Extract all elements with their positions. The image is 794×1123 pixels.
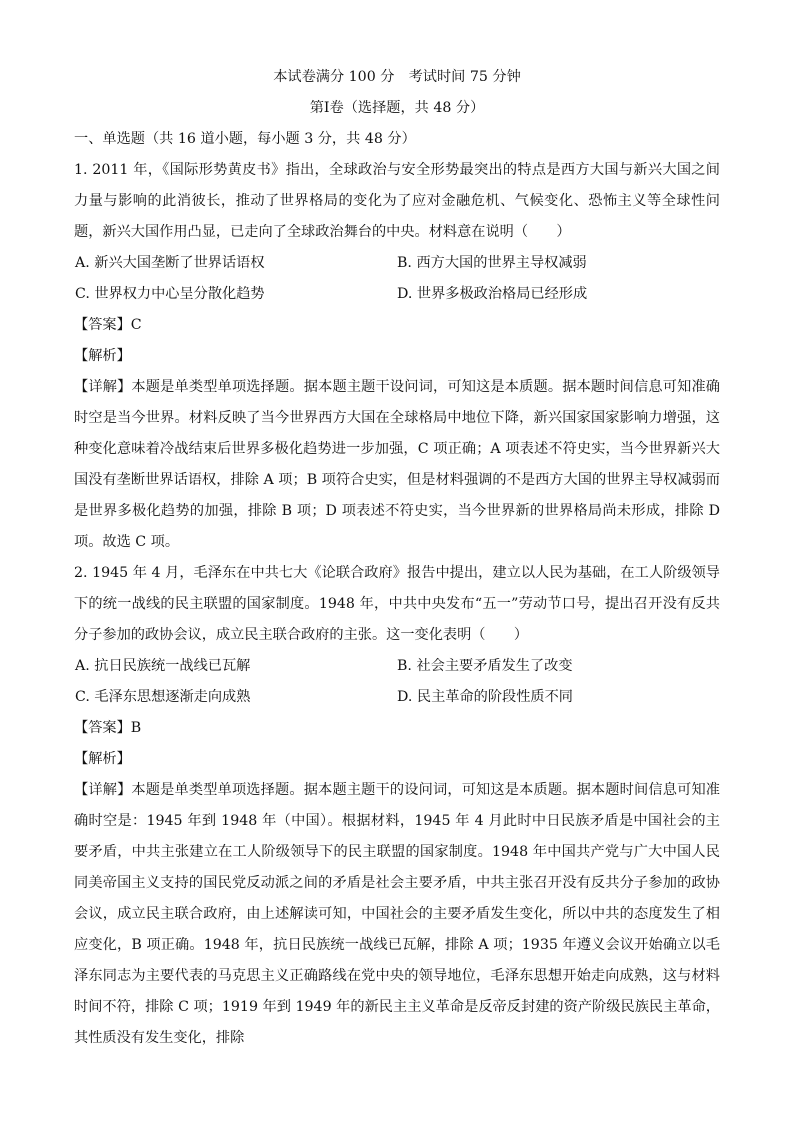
question-1-options-row-1 [74, 248, 720, 279]
question-2-detail: 【详解】本题是单类型单项选择题。据本题主题干的设问词，可知这是本质题。据本题时间信息可知准确时空是：1945 年到 1948 年（中国）。根据材料，1945 年 4 月此时中日民族矛盾是中国社会的主要矛盾，中共主张建立在工人阶级领导下的民主联盟的国家制度。1948 年中国共产党与广大中国人民同美帝国主义支持的国民党反动派之间的矛盾是社会主要矛盾，中共主张召开没有反共分子参加的政协会议，成立民主联合政府，由上述解读可知，中国社会的主要矛盾发生变化，所以中共的态度发生了相应变化，B 项正确。1948 年，抗日民族统一战线已瓦解，排除 A 项；1935 年遵义会议开始确立以毛泽东同志为主要代表的马克思主义正确路线在党中央的领导地位，毛泽东思想开始走向成熟，这与材料时间不符，排除 C 项；1919 年到 1949 年的新民主主义革命是反帝反封建的资产阶级民族民主革命，其性质没有发生变化，排除 [74, 782, 720, 1046]
question-2-option-c: C. 毛泽东思想逐渐走向成熟 [75, 689, 251, 705]
question-1-options-row-2 [74, 279, 720, 310]
question-1-option-d: D. 世界多极政治格局已经形成 [397, 286, 588, 302]
question-1-detail: 【详解】本题是单类型单项选择题。据本题主题干设问词，可知这是本质题。据本题时间信息可知准确时空是当今世界。材料反映了当今世界西方大国在全球格局中地位下降，新兴国家国家影响力增强，这种变化意味着冷战结束后世界多极化趋势进一步加强，C 项正确；A 项表述不符史实，当今世界新兴大国没有垄断世界话语权，排除 A 项；B 项符合史实，但是材料强调的不是西方大国的世界主导权减弱而是世界多极化趋势的加强，排除 B 项；D 项表述不符史实，当今世界新的世界格局尚未形成，排除 D 项。故选 C 项。 [74, 379, 720, 550]
question-2-options-row-1 [74, 651, 720, 682]
exam-info-line: 本试卷满分 100 分 考试时间 75 分钟 [273, 69, 521, 85]
question-2-analysis-label: 【解析】 [74, 751, 131, 767]
question-2-answer: 【答案】B [74, 720, 142, 736]
question-1-option-a: A. 新兴大国垄断了世界话语权 [75, 255, 265, 271]
question-2-option-b: B. 社会主要矛盾发生了改变 [397, 658, 573, 674]
question-2-stem: 2. 1945 年 4 月，毛泽东在中共七大《论联合政府》报告中提出，建立以人民为基础，在工人阶级领导下的统一战线的民主联盟的国家制度。1948 年，中共中央发布“五一”劳动节口号，提出召开没有反共分子参加的政协会议，成立民主联合政府的主张。这一变化表明（ ） [74, 565, 720, 643]
question-2-options-row-2 [74, 682, 720, 713]
question-1-option-c: C. 世界权力中心呈分散化趋势 [75, 286, 265, 302]
question-2-option-d: D. 民主革命的阶段性质不同 [397, 689, 573, 705]
volume-title: 第Ⅰ卷（选择题，共 48 分） [309, 100, 485, 116]
question-2-option-a: A. 抗日民族统一战线已瓦解 [75, 658, 251, 674]
question-1-answer: 【答案】C [74, 317, 142, 333]
question-1-analysis-label: 【解析】 [74, 348, 131, 364]
question-1-stem: 1. 2011 年，《国际形势黄皮书》指出，全球政治与安全形势最突出的特点是西方大国与新兴大国之间力量与影响的此消彼长，推动了世界格局的变化为了应对金融危机、气候变化、恐怖主义等全球性问题，新兴大国作用凸显，已走向了全球政治舞台的中央。材料意在说明（ ） [74, 162, 720, 240]
section-title: 一、单选题（共 16 道小题，每小题 3 分，共 48 分） [74, 131, 416, 147]
exam-page [74, 62, 720, 1054]
question-1-option-b: B. 西方大国的世界主导权减弱 [397, 255, 587, 271]
